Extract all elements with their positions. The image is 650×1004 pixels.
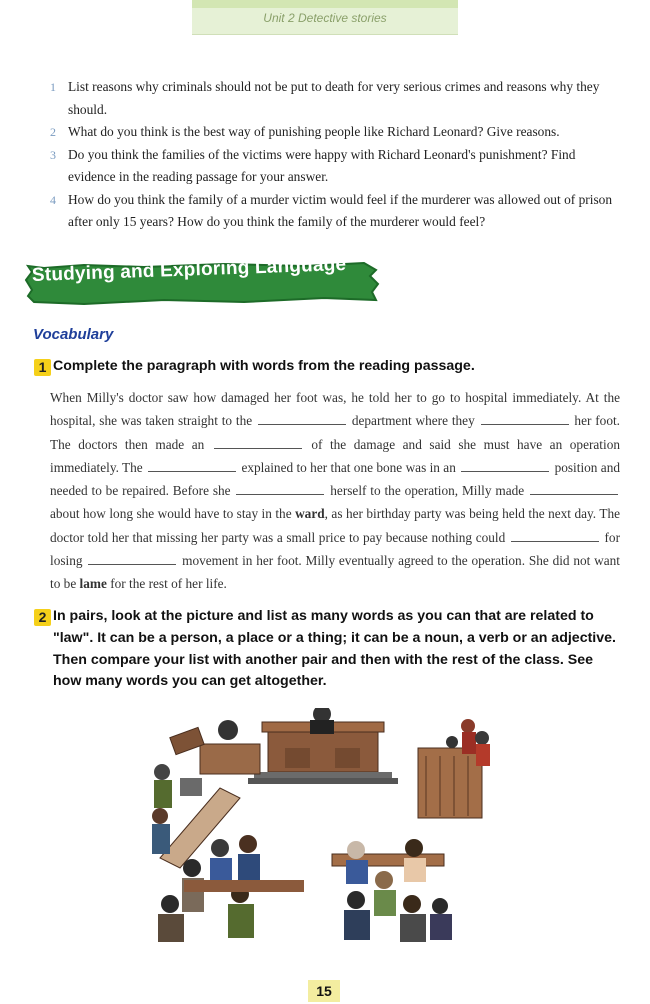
unit-header-tab xyxy=(192,0,458,35)
paragraph-text: explained to her that one bone was in an xyxy=(241,459,456,475)
courtroom-illustration xyxy=(150,708,502,944)
question-number: 4 xyxy=(50,192,56,207)
vocabulary-subheading: Vocabulary xyxy=(33,326,114,343)
section-title: Studying and Exploring Language xyxy=(31,254,347,286)
fill-blank[interactable] xyxy=(481,414,569,425)
fill-blank[interactable] xyxy=(530,484,618,495)
question-item xyxy=(50,144,622,189)
paragraph-text: of the damage and said she must have an operation immediately. The xyxy=(50,436,620,475)
bold-word: ward xyxy=(295,506,325,522)
paragraph-text: department where they xyxy=(351,413,475,429)
paragraph-text: about how long she would have to stay in the xyxy=(50,506,292,522)
paragraph-text: for losing xyxy=(50,529,621,569)
fill-blank[interactable] xyxy=(88,554,176,565)
question-number: 1 xyxy=(50,80,56,94)
discussion-questions xyxy=(50,76,622,234)
task-2-number: 2 xyxy=(34,609,51,626)
question-text: List reasons why criminals should not be put to death for very serious crimes and reasons why they should. xyxy=(68,79,600,117)
fill-blank[interactable] xyxy=(236,484,324,495)
paragraph-text: , as her birthday party was being held the next day. The doctor told her that missing her party was a small price to pay because nothing could xyxy=(50,506,621,545)
paragraph-text: for the rest of her life. xyxy=(110,576,227,592)
task-1-instruction: Complete the paragraph with words from the reading passage. xyxy=(53,358,475,374)
bold-word: lame xyxy=(79,576,107,592)
fill-blank[interactable] xyxy=(214,438,302,449)
paragraph-text: movement in her foot. Milly eventually agreed to the operation. She did not want to be xyxy=(50,553,621,592)
question-item xyxy=(50,121,622,144)
fill-blank[interactable] xyxy=(511,531,599,542)
task-2-instruction: In pairs, look at the picture and list as many words as you can that are related to "law". It can be a person, a place or a thing; it can be a noun, a verb or an adjective. Then compare your list with another pair and then with the rest of the class. See how many words you can get altogether. xyxy=(53,608,616,690)
question-text: Do you think the families of the victims were happy with Richard Leonard's punishment? Find evidence in the reading passage for your answer. xyxy=(68,146,576,184)
unit-label: Unit 2 Detective stories xyxy=(263,11,387,25)
question-item xyxy=(50,76,622,121)
header-strip xyxy=(192,0,458,8)
fill-blank[interactable] xyxy=(148,461,236,472)
task-1-number: 1 xyxy=(34,359,51,376)
question-text: What do you think is the best way of punishing people like Richard Leonard? Give reasons. xyxy=(68,124,560,139)
paragraph-text: her foot. The doctors then made an xyxy=(50,413,620,452)
fill-blank[interactable] xyxy=(461,461,549,472)
paragraph-text: herself to the operation, Milly made xyxy=(330,483,525,499)
task-1-paragraph xyxy=(50,386,620,596)
page-number: 15 xyxy=(308,980,340,1002)
paragraph-text: position and needed to be repaired. Before she xyxy=(50,459,620,499)
question-number: 2 xyxy=(50,125,56,139)
paragraph-text: When Milly's doctor saw how damaged her foot was, he told her to go to hospital immediately. At the hospital, she was taken straight to the xyxy=(50,390,620,429)
question-item xyxy=(50,189,622,234)
fill-blank[interactable] xyxy=(258,414,346,425)
question-number: 3 xyxy=(50,147,56,162)
question-text: How do you think the family of a murder victim would feel if the murderer was allowed out of prison after only 15 years? How do you think the family of the murderer would feel? xyxy=(68,191,613,229)
